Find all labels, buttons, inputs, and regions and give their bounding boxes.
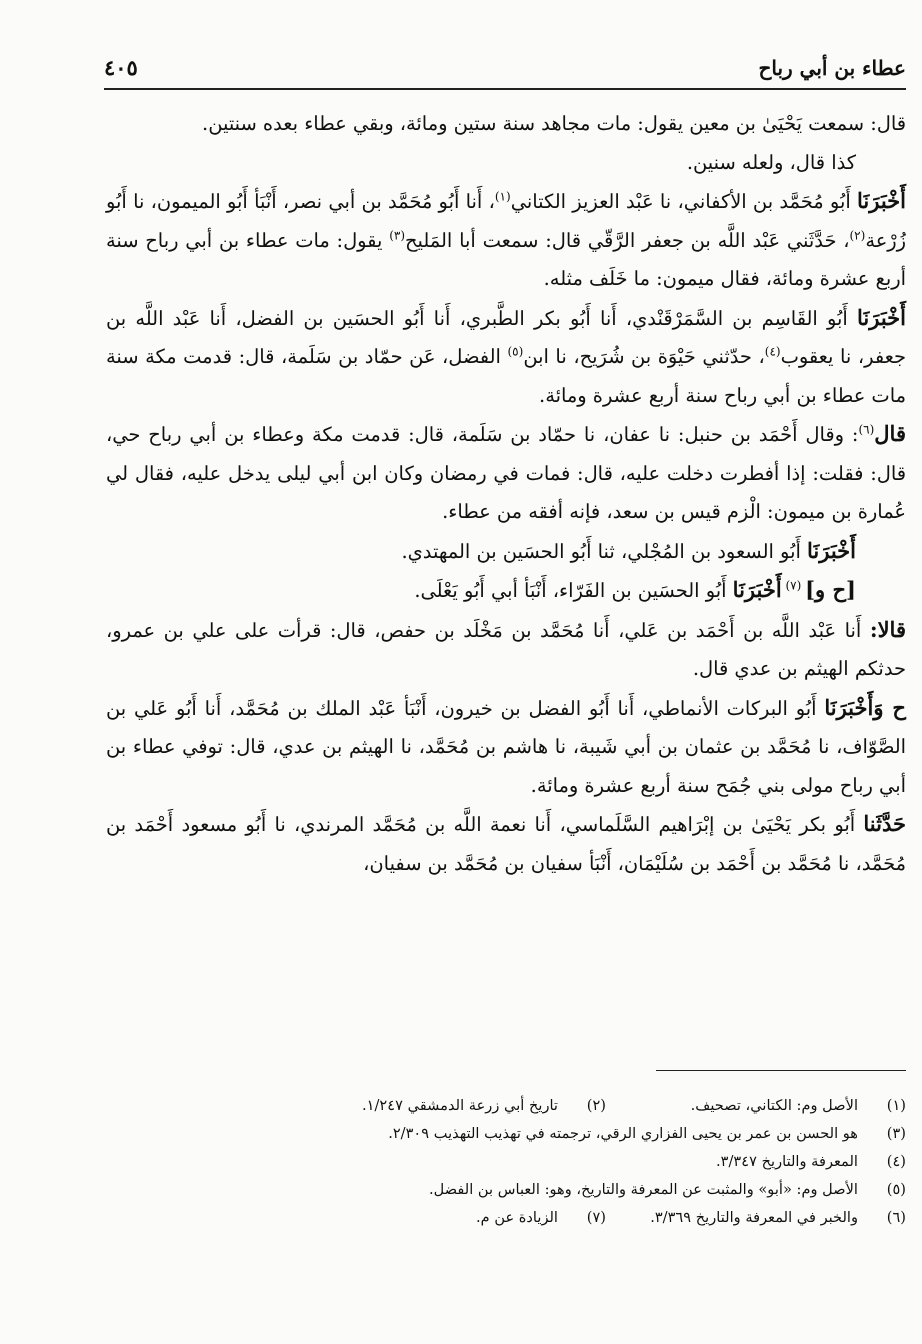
footnote-reference: (٣): [389, 228, 406, 243]
footnote: [606, 1092, 906, 1120]
footnote-line: [106, 1120, 906, 1148]
footnote-text: هو الحسن بن عمر بن يحيى الفزاري الرقي، ترجمته في تهذيب التهذيب ٢/٣٠٩.: [388, 1125, 858, 1142]
text-run: أَنا عَبْد اللَّه بن أَحْمَد بن عَلي، أَنا مُحَمَّد بن مَخْلَد بن حفص، قال: قرأت على علي بن عمرو، حدثكم الهيثم بن عدي قال.: [106, 618, 906, 680]
footnote-text: والخبر في المعرفة والتاريخ ٣/٣٦٩.: [650, 1209, 858, 1226]
paragraph: [106, 532, 906, 572]
footnote-reference: (٢): [849, 228, 866, 243]
footnote: [388, 1120, 906, 1148]
footnote-line: [106, 1176, 906, 1204]
footnote: [606, 1204, 906, 1232]
footnote-text: الأصل وم: «أبو» والمثبت عن المعرفة والتاريخ، وهو: العباس بن الفضل.: [429, 1181, 858, 1198]
text-run: أَبُو القَاسِم بن السَّمَرْقَنْدي، أَنا أَبُو بكر الطَّبري، أَنا أَبُو الحسَين بن الفضل، أَنا عَبْد اللَّه بن جعفر، نا يعقوب: [106, 306, 906, 368]
footnote-line: [106, 1148, 906, 1176]
footnote-line: [106, 1204, 906, 1232]
narration-keyword: أَخْبَرَنَا: [732, 577, 782, 602]
text-run: قال: سمعت يَحْيَىٰ بن معين يقول: مات مجاهد سنة ستين ومائة، وبقي عطاء بعده سنتين.: [202, 112, 906, 135]
footnote-number: (٢): [586, 1097, 606, 1114]
paragraph: [106, 805, 906, 883]
running-title: عطاء بن أبي رباح: [758, 56, 906, 80]
footnote-number: (١): [886, 1097, 906, 1114]
text-run: الفضل، عَن حمّاد بن سَلَمة، قال: قدمت مكة سنة مات عطاء بن أبي رباح سنة أربع عشرة ومائة.: [106, 345, 906, 407]
page-header: [104, 38, 906, 80]
footnotes: [106, 1092, 906, 1232]
footnote: [429, 1176, 906, 1204]
narration-keyword: أَخْبَرَنَا: [857, 304, 906, 330]
text-run: كذا قال، ولعله سنين.: [686, 150, 856, 174]
footnote-separator: [656, 1070, 906, 1071]
footnote-reference: (٤): [764, 344, 781, 359]
footnote-reference: (٥): [507, 344, 524, 359]
footnote: [716, 1148, 906, 1176]
footnote-text: الزيادة عن م.: [476, 1209, 558, 1226]
text-run: ، أَنا أَبُو مُحَمَّد بن أبي نصر، أَنْبَأ أَبُو الميمون، نا أَبُو زُرْعة: [106, 190, 907, 252]
footnote-reference: (٦): [858, 422, 875, 437]
narration-keyword: [ح و]: [805, 577, 856, 602]
narration-keyword: أَخْبَرَنَا: [857, 188, 906, 213]
paragraph: [106, 105, 906, 144]
text-run: أَبُو الحسَين بن الفَرّاء، أَنْبَأ أبي أَبُو يَعْلَى.: [414, 579, 733, 602]
main-text: [106, 105, 906, 883]
narration-keyword: حَدَّثَنا: [863, 811, 906, 836]
text-run: : وقال أَحْمَد بن حنبل: نا عفان، نا حمّاد بن سَلَمة، قال: قدمت مكة وعطاء بن أبي رباح حي، قال: فقلت: إذا أفطرت دخلت عليه، قال: فمات في رمضان وكان ابن أبي ليلى يدخل عليه، فقال لي عُمارة بن ميمون: الْزم قيس بن سعد، فإنه أفقه من عطاء.: [106, 423, 906, 523]
footnote-number: (٥): [886, 1181, 906, 1198]
footnote-reference: (٧): [781, 578, 806, 593]
footnote-number: (٧): [586, 1209, 606, 1226]
paragraph: [106, 571, 906, 611]
paragraph: [106, 182, 906, 299]
footnote-number: (٦): [886, 1209, 906, 1226]
footnote: [362, 1092, 606, 1120]
footnote-line: [106, 1092, 906, 1120]
page-number: ٤٠٥: [104, 55, 138, 80]
paragraph: [106, 299, 906, 416]
paragraph: [106, 415, 906, 532]
footnote-text: الأصل وم: الكتاني، تصحيف.: [690, 1097, 858, 1114]
footnote: [476, 1204, 606, 1232]
footnote-number: (٤): [886, 1153, 906, 1170]
footnote-reference: (١): [494, 189, 511, 204]
paragraph: [106, 689, 906, 806]
text-run: أَبُو البركات الأنماطي، أَنا أَبُو الفضل بن خيرون، أَنْبَأ عَبْد الملك بن مُحَمَّد، أَنا أَبُو عَلي بن الصَّوّاف، نا مُحَمَّد بن عثمان بن أبي شَيبة، نا هاشم بن مُحَمَّد، نا الهيثم بن عدي، قال: توفي عطاء بن أبي رباح مولى بني جُمَح سنة أربع عشرة ومائة.: [106, 696, 906, 797]
footnote-text: تاريخ أبي زرعة الدمشقي ١/٢٤٧.: [362, 1097, 558, 1114]
narration-keyword: أَخْبَرَنَا: [807, 537, 856, 563]
text-run: أَبُو بكر يَحْيَىٰ بن إبْرَاهيم السَّلَماسي، أَنا نعمة اللَّه بن مُحَمَّد المرندي، نا أَبُو مسعود أَحْمَد بن مُحَمَّد، نا مُحَمَّد بن أَحْمَد بن سُلَيْمَان، أَنْبَأ سفيان بن مُحَمَّد بن سفيان،: [106, 813, 906, 875]
text-run: أَبُو مُحَمَّد بن الأكفاني، نا عَبْد العزيز الكتاني: [510, 190, 858, 213]
paragraph: [106, 611, 906, 689]
header-rule: [104, 88, 906, 90]
text-run: أَبُو السعود بن المُجْلي، ثنا أَبُو الحسَين بن المهتدي.: [401, 539, 808, 563]
text-run: ، حَدَّثَني عَبْد اللَّه بن جعفر الرَّقّي قال: سمعت أبا المَليح: [405, 228, 850, 252]
narration-keyword: قال: [874, 421, 906, 446]
paragraph: [106, 144, 906, 183]
text-run: يقول: مات عطاء بن أبي رباح سنة أربع عشرة ومائة، فقال ميمون: ما خَلَف مثله.: [106, 228, 906, 290]
footnote-number: (٣): [886, 1125, 906, 1142]
narration-keyword: ح وَأَخْبَرَنَا: [824, 694, 906, 720]
narration-keyword: قالا:: [869, 616, 906, 642]
text-run: ، حدّثني حَيْوَة بن شُرَيح، نا ابن: [523, 345, 765, 368]
footnote-text: المعرفة والتاريخ ٣/٣٤٧.: [716, 1153, 858, 1170]
